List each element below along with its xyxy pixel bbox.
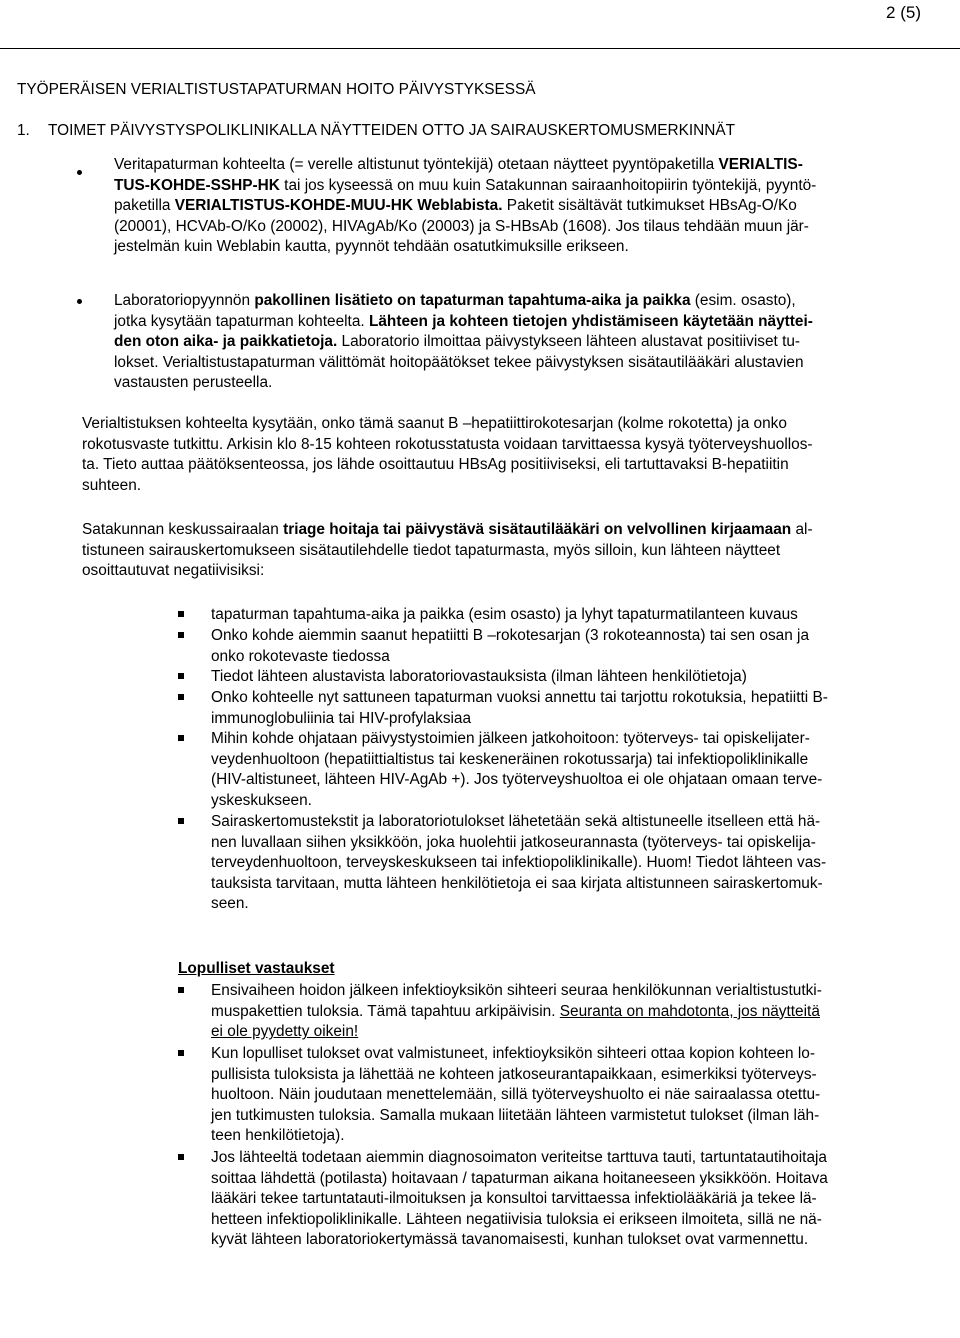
final-item-3 xyxy=(211,1148,828,1251)
text-run: jotka kysytään tapaturman kohteelta. xyxy=(114,312,369,330)
section-heading xyxy=(17,122,735,140)
bullet-dot xyxy=(77,170,82,175)
square-bullet xyxy=(178,694,184,700)
paragraph-documentation xyxy=(82,520,813,582)
text-line: jen tutkimusten tuloksia. Samalla mukaan liitetään lähteen varmistetut tulokset (ilman läh- xyxy=(211,1106,820,1124)
section-title: TOIMET PÄIVYSTYSPOLIKLINIKALLA NÄYTTEIDEN OTTO JA SAIRAUSKERTOMUSMERKINNÄT xyxy=(48,122,736,139)
text-line: tistuneen sairauskertomukseen sisätautilehdelle tiedot tapaturmasta, myös silloin, kun lähteen näytteet xyxy=(82,541,781,559)
text-line: ta. Tieto auttaa päätöksenteossa, jos lähde osoittautuu HBsAg positiiviseksi, eli tartuttavaksi B-hepatiitin xyxy=(82,456,789,474)
text-line: hetteen infektiopoliklinikalle. Lähteen negatiivisia tuloksia ei erikseen ilmoiteta, sillä ne nä- xyxy=(211,1210,822,1228)
text-line: Sairaskertomustekstit ja laboratoriotulokset lähetetään sekä altistuneelle itselleen että hä- xyxy=(211,813,821,830)
list-item xyxy=(211,729,822,811)
text-line: huoltoon. Näin joudutaan menettelemään, sillä työterveyshuolto ei näe sairaalassa otettu- xyxy=(211,1086,821,1104)
text-line: (20001), HCVAb-O/Ko (20002), HIVAgAb/Ko (20003) ja S-HBsAb (1608). Jos tilaus tehdään muun jär- xyxy=(114,217,809,235)
list-item xyxy=(211,688,828,729)
text-run-bold: TUS-KOHDE-SSHP-HK xyxy=(114,176,280,194)
final-item-2 xyxy=(211,1044,820,1147)
text-line: (HIV-altistuneet, lähteen HIV-AgAb +). Jos työterveyshuoltoa ei ole ohjataan omaan terve- xyxy=(211,771,823,789)
text-line: Mihin kohde ohjataan päivystystoimien jälkeen jatkohoitoon: työterveys- tai opiskelijater- xyxy=(211,730,810,747)
text-line: tapaturman tapahtuma-aika ja paikka (esim osasto) ja lyhyt tapaturmatilanteen kuvaus xyxy=(211,606,798,623)
list-item xyxy=(211,667,747,688)
text-line: tauksista tarvitaan, mutta lähteen henkilötietoja ei saa kirjata altistunneen sairaskertomuk- xyxy=(211,874,823,892)
paragraph-vaccination xyxy=(82,414,813,496)
text-run-underlined: Seuranta on mahdotonta, jos näytteitä xyxy=(559,1002,820,1020)
text-line: Jos lähteeltä todetaan aiemmin diagnosoimaton veriteitse tarttuva tauti, tartuntatautihoitaja xyxy=(211,1149,827,1166)
text-run: Laboratorio ilmoittaa päivystykseen lähteen alustavat positiiviset tu- xyxy=(337,333,801,351)
square-bullet xyxy=(178,1050,184,1056)
text-line: terveydenhuoltoon, terveyskeskukseen tai infektiopoliklinikalle). Huom! Tiedot lähteen vas- xyxy=(211,854,827,872)
page-number: 2 (5) xyxy=(886,3,921,22)
text-line: yskeskukseen. xyxy=(211,791,312,809)
text-line: Verialtistuksen kohteelta kysytään, onko tämä saanut B –hepatiittirokotesarjan (kolme rokotetta) ja onko xyxy=(82,415,787,432)
text-run: muspakettien tuloksia. Tämä tapahtuu arkipäivisin. xyxy=(211,1002,560,1020)
text-line: teen henkilötietoja). xyxy=(211,1127,345,1145)
square-bullet xyxy=(178,1154,184,1160)
text-line: Onko kohde aiemmin saanut hepatiitti B –rokotesarjan (3 rokoteannosta) tai sen osan ja xyxy=(211,627,810,644)
text-line: seen. xyxy=(211,895,249,913)
text-run: al- xyxy=(791,521,813,538)
text-run-bold: pakollinen lisätieto on tapaturman tapahtuma-aika ja paikka xyxy=(254,292,691,309)
text-line: pullisista tuloksista ja lähettää ne kohteen jatkoseurantapaikkaan, esimerkiksi työterveys- xyxy=(211,1065,817,1083)
header-rule xyxy=(0,48,960,49)
text-run-bold: den oton aika- ja paikkatietoja. xyxy=(114,333,338,351)
list-item xyxy=(211,626,809,667)
text-line: jestelmän kuin Weblabin kautta, pyynnöt tehdään osatutkimuksille erikseen. xyxy=(114,238,629,256)
final-results-heading xyxy=(178,959,335,980)
text-run: tai jos kyseessä on muu kuin Satakunnan sairaanhoitopiirin työntekijä, pyyntö- xyxy=(279,176,817,194)
document-title: TYÖPERÄISEN VERIALTISTUSTAPATURMAN HOITO PÄIVYSTYKSESSÄ xyxy=(17,81,536,98)
text-line: onko rokotevaste tiedossa xyxy=(211,647,390,665)
text-run: paketilla xyxy=(114,197,175,215)
text-line: immunoglobuliinia tai HIV-profylaksiaa xyxy=(211,709,472,727)
text-line: veydenhuoltoon (hepatiittialtistus tai keskeneräinen rokotussarja) tai infektiopoliklinikalle xyxy=(211,750,809,768)
text-line: Onko kohteelle nyt sattuneen tapaturman vuoksi annettu tai tarjottu rokotuksia, hepatiitti B- xyxy=(211,689,828,706)
text-run: Laboratoriopyynnön xyxy=(114,292,255,309)
list-item xyxy=(211,605,798,626)
text-line: osoittautuvat negatiivisiksi: xyxy=(82,562,265,580)
text-run-bold: VERIALTISTUS-KOHDE-MUU-HK Weblabista. xyxy=(174,197,503,215)
text-line: nen luvallaan siihen yksikköön, joka huolehtii jatkoseurannasta (työterveys- tai opiskelija- xyxy=(211,833,816,851)
square-bullet xyxy=(178,632,184,638)
text-run: (esim. osasto), xyxy=(690,292,796,309)
bullet-paragraph-2 xyxy=(114,291,813,394)
square-bullet xyxy=(178,611,184,617)
text-run: Paketit sisältävät tutkimukset HBsAg-O/Ko xyxy=(502,197,797,215)
text-line: Ensivaiheen hoidon jälkeen infektioyksikön sihteeri seuraa henkilökunnan verialtistustutki- xyxy=(211,982,822,999)
bullet-paragraph-1 xyxy=(114,155,816,258)
text-line: lokset. Verialtistustapaturman välittömät hoitopäätökset tekee päivystyksen sisätautilääkäri alustavien xyxy=(114,353,804,371)
text-run-bold: triage hoitaja tai päivystävä sisätautilääkäri on velvollinen kirjaamaan xyxy=(283,521,792,538)
bullet-dot xyxy=(77,299,82,304)
text-line: Kun lopulliset tulokset ovat valmistuneet, infektioyksikön sihteeri ottaa kopion kohteen lo- xyxy=(211,1045,815,1062)
text-run-underlined: ei ole pyydetty oikein! xyxy=(211,1023,359,1041)
text-line: rokotusvaste tutkittu. Arkisin klo 8-15 kohteen rokotusstatusta voidaan tarvittaessa kysyä työterveyshuollos- xyxy=(82,435,813,453)
text-line: kyvät lähteen laboratoriokertymässä tavanomaisesti, kunhan tulokset ovat varmennettu. xyxy=(211,1231,809,1249)
square-bullet xyxy=(178,987,184,993)
square-bullet xyxy=(178,735,184,741)
text-line: lääkäri tekee tartuntatauti-ilmoituksen ja konsultoi tarvittaessa infektiolääkäriä ja tekee lä- xyxy=(211,1190,817,1208)
text-line: soittaa lähdettä (potilasta) hoitavaan / tapaturman aikana hoitaneeseen yksikköön. Hoitava xyxy=(211,1169,828,1187)
list-item xyxy=(211,812,826,915)
text-run-bold: VERIALTIS- xyxy=(718,156,803,173)
final-item-1 xyxy=(211,981,822,1043)
square-bullet xyxy=(178,818,184,824)
section-number: 1. xyxy=(17,122,30,139)
text-run: Satakunnan keskussairaalan xyxy=(82,521,284,538)
text-line: suhteen. xyxy=(82,476,142,494)
square-bullet xyxy=(178,673,184,679)
text-line: Tiedot lähteen alustavista laboratoriovastauksista (ilman lähteen henkilötietoja) xyxy=(211,668,747,685)
text-run-bold: Lähteen ja kohteen tietojen yhdistämiseen käytetään näyttei- xyxy=(368,312,813,330)
heading-text: Lopulliset vastaukset xyxy=(178,960,335,977)
text-run: Veritapaturman kohteelta (= verelle altistunut työntekijä) otetaan näytteet pyyntöpaketilla xyxy=(114,156,719,173)
text-line: vastausten perusteella. xyxy=(114,374,273,392)
